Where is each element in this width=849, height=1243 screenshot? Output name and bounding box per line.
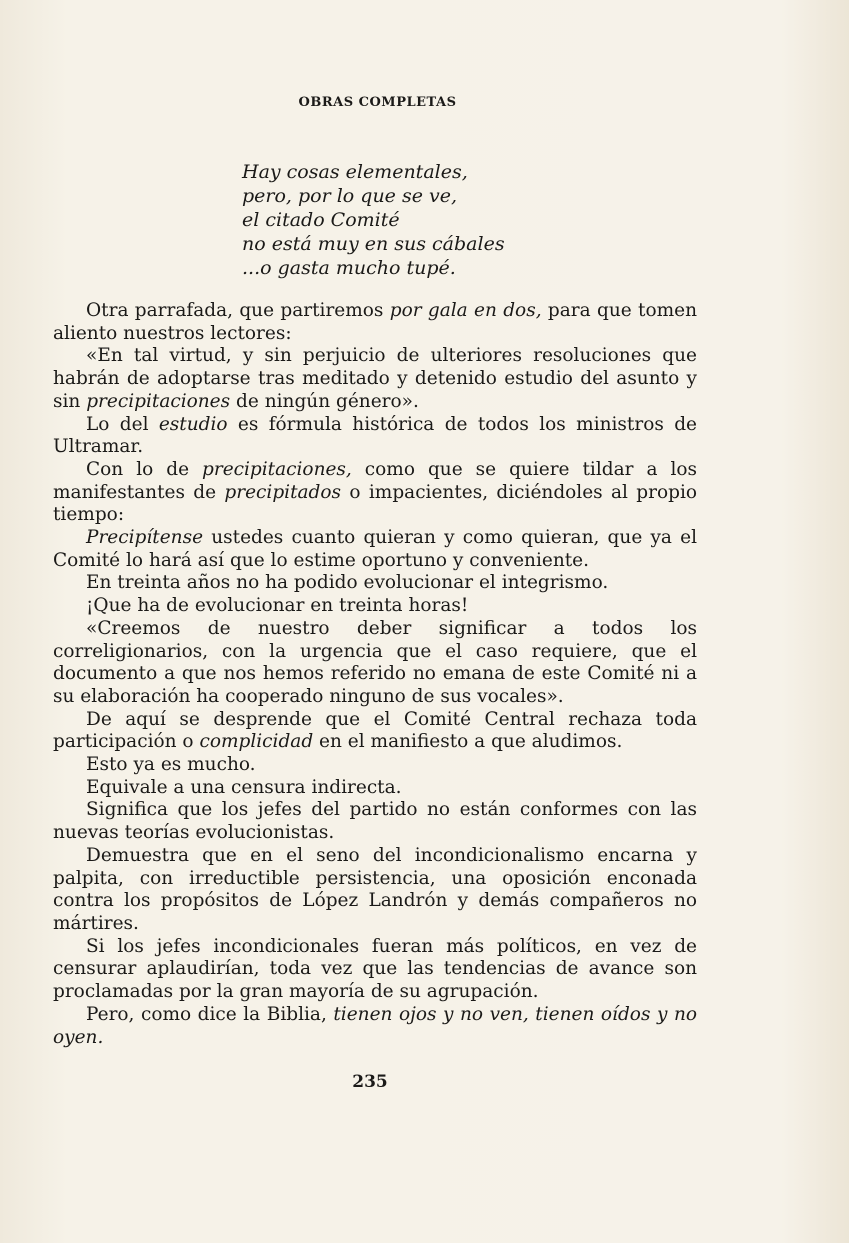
italic-text: precipitados [224, 481, 342, 503]
paragraph [53, 595, 697, 618]
text-run: En treinta años no ha podido evolucionar el integrismo. [86, 572, 609, 594]
text-run: «Creemos de nuestro deber significar a todos los correligionarios, con la urgencia que el caso requiere, que el documento a que nos hemos referido no emana de este Comité ni a su elaboración ha cooperado ninguno de sus vocales». [53, 617, 697, 707]
italic-text: Precipítense [86, 527, 204, 549]
text-run: Significa que los jefes del partido no están conformes con las nuevas teorías evolucionistas. [53, 799, 697, 844]
verse-block [242, 160, 505, 280]
text-run: de ningún género». [230, 390, 419, 412]
verse-line: el citado Comité [242, 209, 400, 231]
text-run: Con lo de [86, 458, 203, 480]
paragraph [53, 414, 697, 459]
text-run: ¡Que ha de evolucionar en treinta horas! [86, 595, 469, 617]
text-run: Lo del [86, 413, 159, 435]
paragraph [53, 527, 697, 572]
text-run: Esto ya es mucho. [86, 754, 256, 776]
body-text [53, 300, 697, 1049]
italic-text: por gala en dos, [389, 300, 542, 321]
text-run: es fórmula histórica de todos los ministros de Ultramar. [53, 413, 697, 458]
paragraph [53, 459, 697, 527]
text-run: De aquí se desprende que el Comité Central rechaza toda participación o [53, 708, 697, 753]
verse-line: Hay cosas elementales, [242, 161, 468, 183]
verse-line: pero, por lo que se ve, [242, 185, 458, 207]
verse-line: ...o gasta mucho tupé. [242, 257, 456, 279]
italic-text: estudio [158, 413, 228, 435]
paragraph [53, 936, 697, 1004]
text-run: ustedes cuanto quieran y como quieran, que ya el Comité lo hará así que lo estime oportuno y conveniente. [53, 527, 697, 571]
paragraph [53, 709, 697, 754]
text-run: Equivale a una censura indirecta. [86, 776, 402, 798]
paragraph [53, 845, 697, 936]
italic-text: tienen ojos y no ven, tienen oídos y no oyen. [53, 1003, 698, 1048]
paragraph [53, 618, 697, 709]
paragraph [53, 777, 697, 800]
text-run: Pero, como dice la Biblia, [86, 1003, 334, 1025]
text-run: como que se quiere tildar a los manifestantes de [53, 458, 698, 503]
text-run: «En tal virtud, y sin perjuicio de ulteriores resoluciones que habrán de adoptarse tras meditado y detenido estudio del asunto y sin [53, 345, 697, 412]
paragraph [53, 1004, 697, 1049]
italic-text: complicidad [199, 731, 314, 753]
text-run: o impacientes, diciéndoles al propio tiempo: [53, 481, 698, 526]
page-number: 235 [352, 1072, 388, 1092]
paragraph [53, 799, 697, 844]
verse-line: no está muy en sus cábales [242, 233, 505, 255]
text-run: Otra parrafada, que partiremos [86, 300, 390, 321]
italic-text: precipitaciones, [202, 458, 352, 480]
paragraph [53, 572, 697, 595]
text-run: para que tomen aliento nuestros lectores: [53, 300, 697, 344]
text-run: Demuestra que en el seno del incondicionalismo encarna y palpita, con irreductible persistencia, una oposición enconada contra los propósitos de López Landrón y demás compañeros no mártires. [53, 844, 697, 934]
paragraph [53, 345, 697, 413]
italic-text: precipitaciones [86, 390, 231, 412]
paragraph [53, 300, 697, 345]
paragraph [53, 754, 697, 777]
text-run: Si los jefes incondicionales fueran más políticos, en vez de censurar aplaudirían, toda vez que las tendencias de avance son proclamadas por la gran mayoría de su agrupación. [53, 935, 697, 1003]
text-run: en el manifiesto a que aludimos. [313, 731, 623, 753]
running-header: OBRAS COMPLETAS [298, 95, 457, 110]
